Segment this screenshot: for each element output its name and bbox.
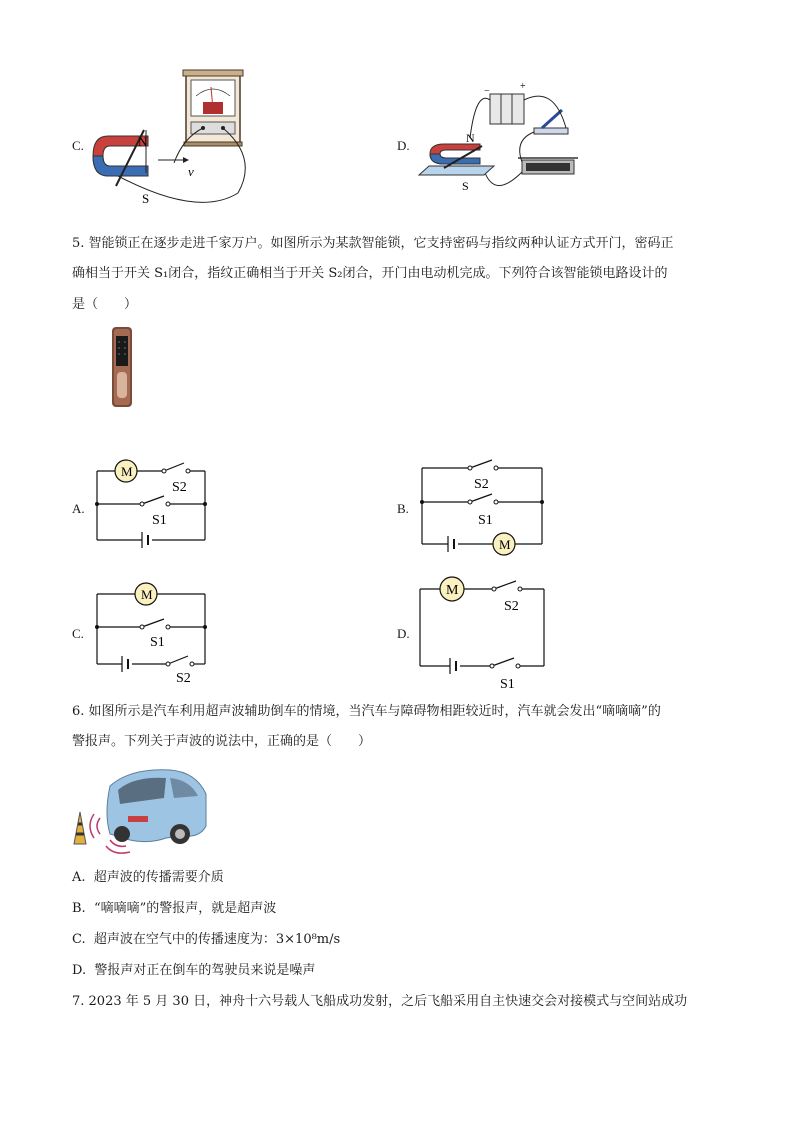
q5-stem-line1: 5. 智能锁正在逐步走进千家万户。如图所示为某款智能锁，它支持密码与指纹两种认证方式开门，密码正 [72, 236, 674, 251]
option-c-label: C. [72, 138, 84, 153]
reversing-car-image [70, 764, 210, 856]
circuit-d [416, 572, 552, 694]
option-d-label: D. [397, 138, 410, 153]
magnet-s-label: S [142, 191, 150, 206]
q5-stem-line2: 确相当于开关 S₁闭合，指纹正确相当于开关 S₂闭合，开门由电动机完成。下列符合该智能锁电路设计的 [72, 266, 668, 281]
q5-option-a-label: A. [72, 501, 85, 516]
magnet-n-label-d: N [466, 131, 475, 145]
circuit-b [418, 456, 550, 556]
q6-stem-line1: 6. 如图所示是汽车利用超声波辅助倒车的情境，当汽车与障碍物相距较近时，汽车就会发出“嘀嘀嘀”的 [72, 704, 661, 719]
galvanometer-figure-c [88, 68, 268, 216]
q6-option-b: B. “嘀嘀嘀”的警报声，就是超声波 [72, 901, 277, 916]
motor-figure-d [414, 80, 594, 202]
motor-a: M [121, 464, 133, 479]
q5-option-c-label: C. [72, 626, 84, 641]
smart-lock-image [110, 326, 134, 408]
motor-d: M [446, 583, 459, 598]
switch-s2-d: S2 [504, 599, 519, 614]
q6-option-a: A. 超声波的传播需要介质 [72, 870, 224, 885]
q7-stem-line1: 7. 2023 年 5 月 30 日，神舟十六号载人飞船成功发射，之后飞船采用自主快速交会对接模式与空间站成功 [72, 994, 688, 1009]
circuit-c [92, 580, 214, 684]
velocity-label: v [188, 164, 194, 179]
q6-stem-line2: 警报声。下列关于声波的说法中，正确的是（ ） [72, 734, 372, 749]
q6-option-d: D. 警报声对正在倒车的驾驶员来说是噪声 [72, 963, 316, 978]
battery-minus: − [484, 86, 490, 97]
switch-s1-b: S1 [478, 513, 493, 528]
motor-b: M [499, 537, 511, 552]
magnet-s-label-d: S [462, 179, 469, 193]
q6-option-c: C. 超声波在空气中的传播速度为：3×10⁸m/s [72, 932, 341, 947]
q5-option-d-label: D. [397, 626, 410, 641]
magnet-n-label: N [138, 134, 148, 149]
q5-option-b-label: B. [397, 501, 409, 516]
switch-s1-c: S1 [150, 635, 165, 650]
q5-stem-line3: 是（ ） [72, 297, 138, 312]
motor-c: M [141, 587, 153, 602]
switch-s1-d: S1 [500, 677, 515, 692]
circuit-a [92, 456, 214, 552]
switch-s2-a: S2 [172, 480, 187, 495]
switch-s2-c: S2 [176, 671, 191, 684]
battery-plus: + [520, 81, 526, 92]
switch-s1-a: S1 [152, 513, 167, 528]
switch-s2-b: S2 [474, 477, 489, 492]
